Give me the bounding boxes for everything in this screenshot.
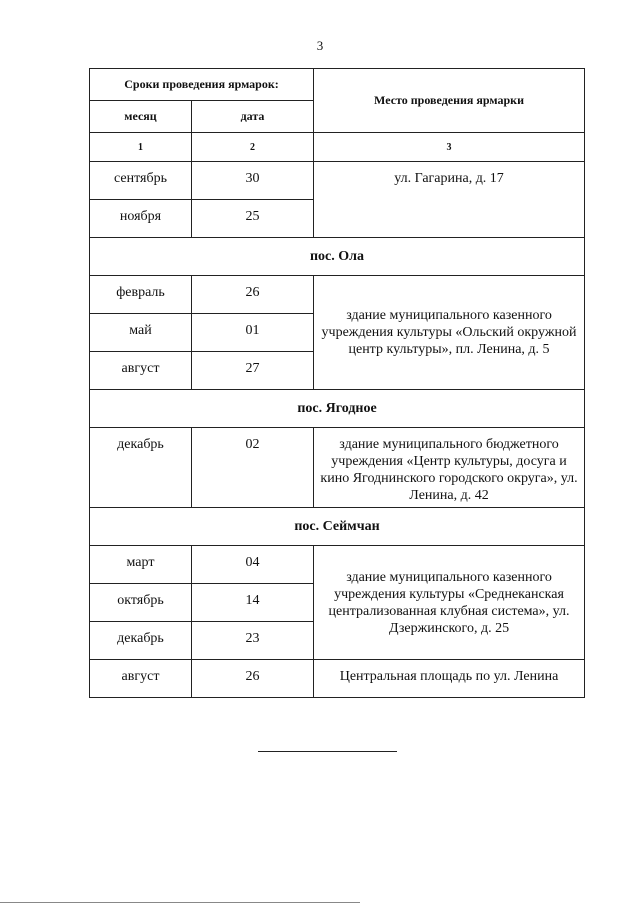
section-row-ola <box>90 238 585 276</box>
month-cell: декабрь <box>90 622 192 660</box>
date-cell: 23 <box>192 622 314 660</box>
bottom-edge-line <box>0 902 360 903</box>
header-row-top <box>90 69 585 101</box>
date-cell: 14 <box>192 584 314 622</box>
table-row <box>90 276 585 314</box>
col-number-1: 1 <box>90 133 192 162</box>
date-cell: 25 <box>192 200 314 238</box>
month-cell: август <box>90 660 192 698</box>
place-cell: здание муниципального казенного учреждения культуры «Среднеканская централизованная клубная система», ул. Дзержинского, д. 25 <box>314 546 585 660</box>
month-cell: август <box>90 352 192 390</box>
month-cell: март <box>90 546 192 584</box>
table-row <box>90 546 585 584</box>
end-rule-divider <box>258 751 397 752</box>
column-numbers-row <box>90 133 585 162</box>
date-header: дата <box>192 101 314 133</box>
date-cell: 02 <box>192 428 314 508</box>
month-cell: ноября <box>90 200 192 238</box>
date-cell: 30 <box>192 162 314 200</box>
month-cell: май <box>90 314 192 352</box>
date-cell: 26 <box>192 276 314 314</box>
place-cell: здание муниципального бюджетного учреждения «Центр культуры, досуга и кино Ягоднинского городского округа», ул. Ленина, д. 42 <box>314 428 585 508</box>
date-cell: 04 <box>192 546 314 584</box>
page-number: 3 <box>316 38 324 53</box>
section-row-seymchan <box>90 508 585 546</box>
place-cell: Центральная площадь по ул. Ленина <box>314 660 585 698</box>
table-row <box>90 660 585 698</box>
section-title: пос. Ягодное <box>90 390 585 428</box>
date-cell: 27 <box>192 352 314 390</box>
section-row-yagodnoe <box>90 390 585 428</box>
date-cell: 26 <box>192 660 314 698</box>
month-cell: сентябрь <box>90 162 192 200</box>
month-cell: октябрь <box>90 584 192 622</box>
section-title: пос. Ола <box>90 238 585 276</box>
month-cell: декабрь <box>90 428 192 508</box>
fair-schedule-table <box>89 68 585 698</box>
month-header: месяц <box>90 101 192 133</box>
month-cell: февраль <box>90 276 192 314</box>
col-number-2: 2 <box>192 133 314 162</box>
col-number-3: 3 <box>314 133 585 162</box>
table-row <box>90 428 585 508</box>
date-cell: 01 <box>192 314 314 352</box>
place-cell: ул. Гагарина, д. 17 <box>314 162 585 238</box>
place-cell: здание муниципального казенного учреждения культуры «Ольский окружной центр культуры», пл. Ленина, д. 5 <box>314 276 585 390</box>
table-row <box>90 162 585 200</box>
dates-group-header: Сроки проведения ярмарок: <box>90 69 314 101</box>
section-title: пос. Сеймчан <box>90 508 585 546</box>
place-header: Место проведения ярмарки <box>314 69 585 133</box>
